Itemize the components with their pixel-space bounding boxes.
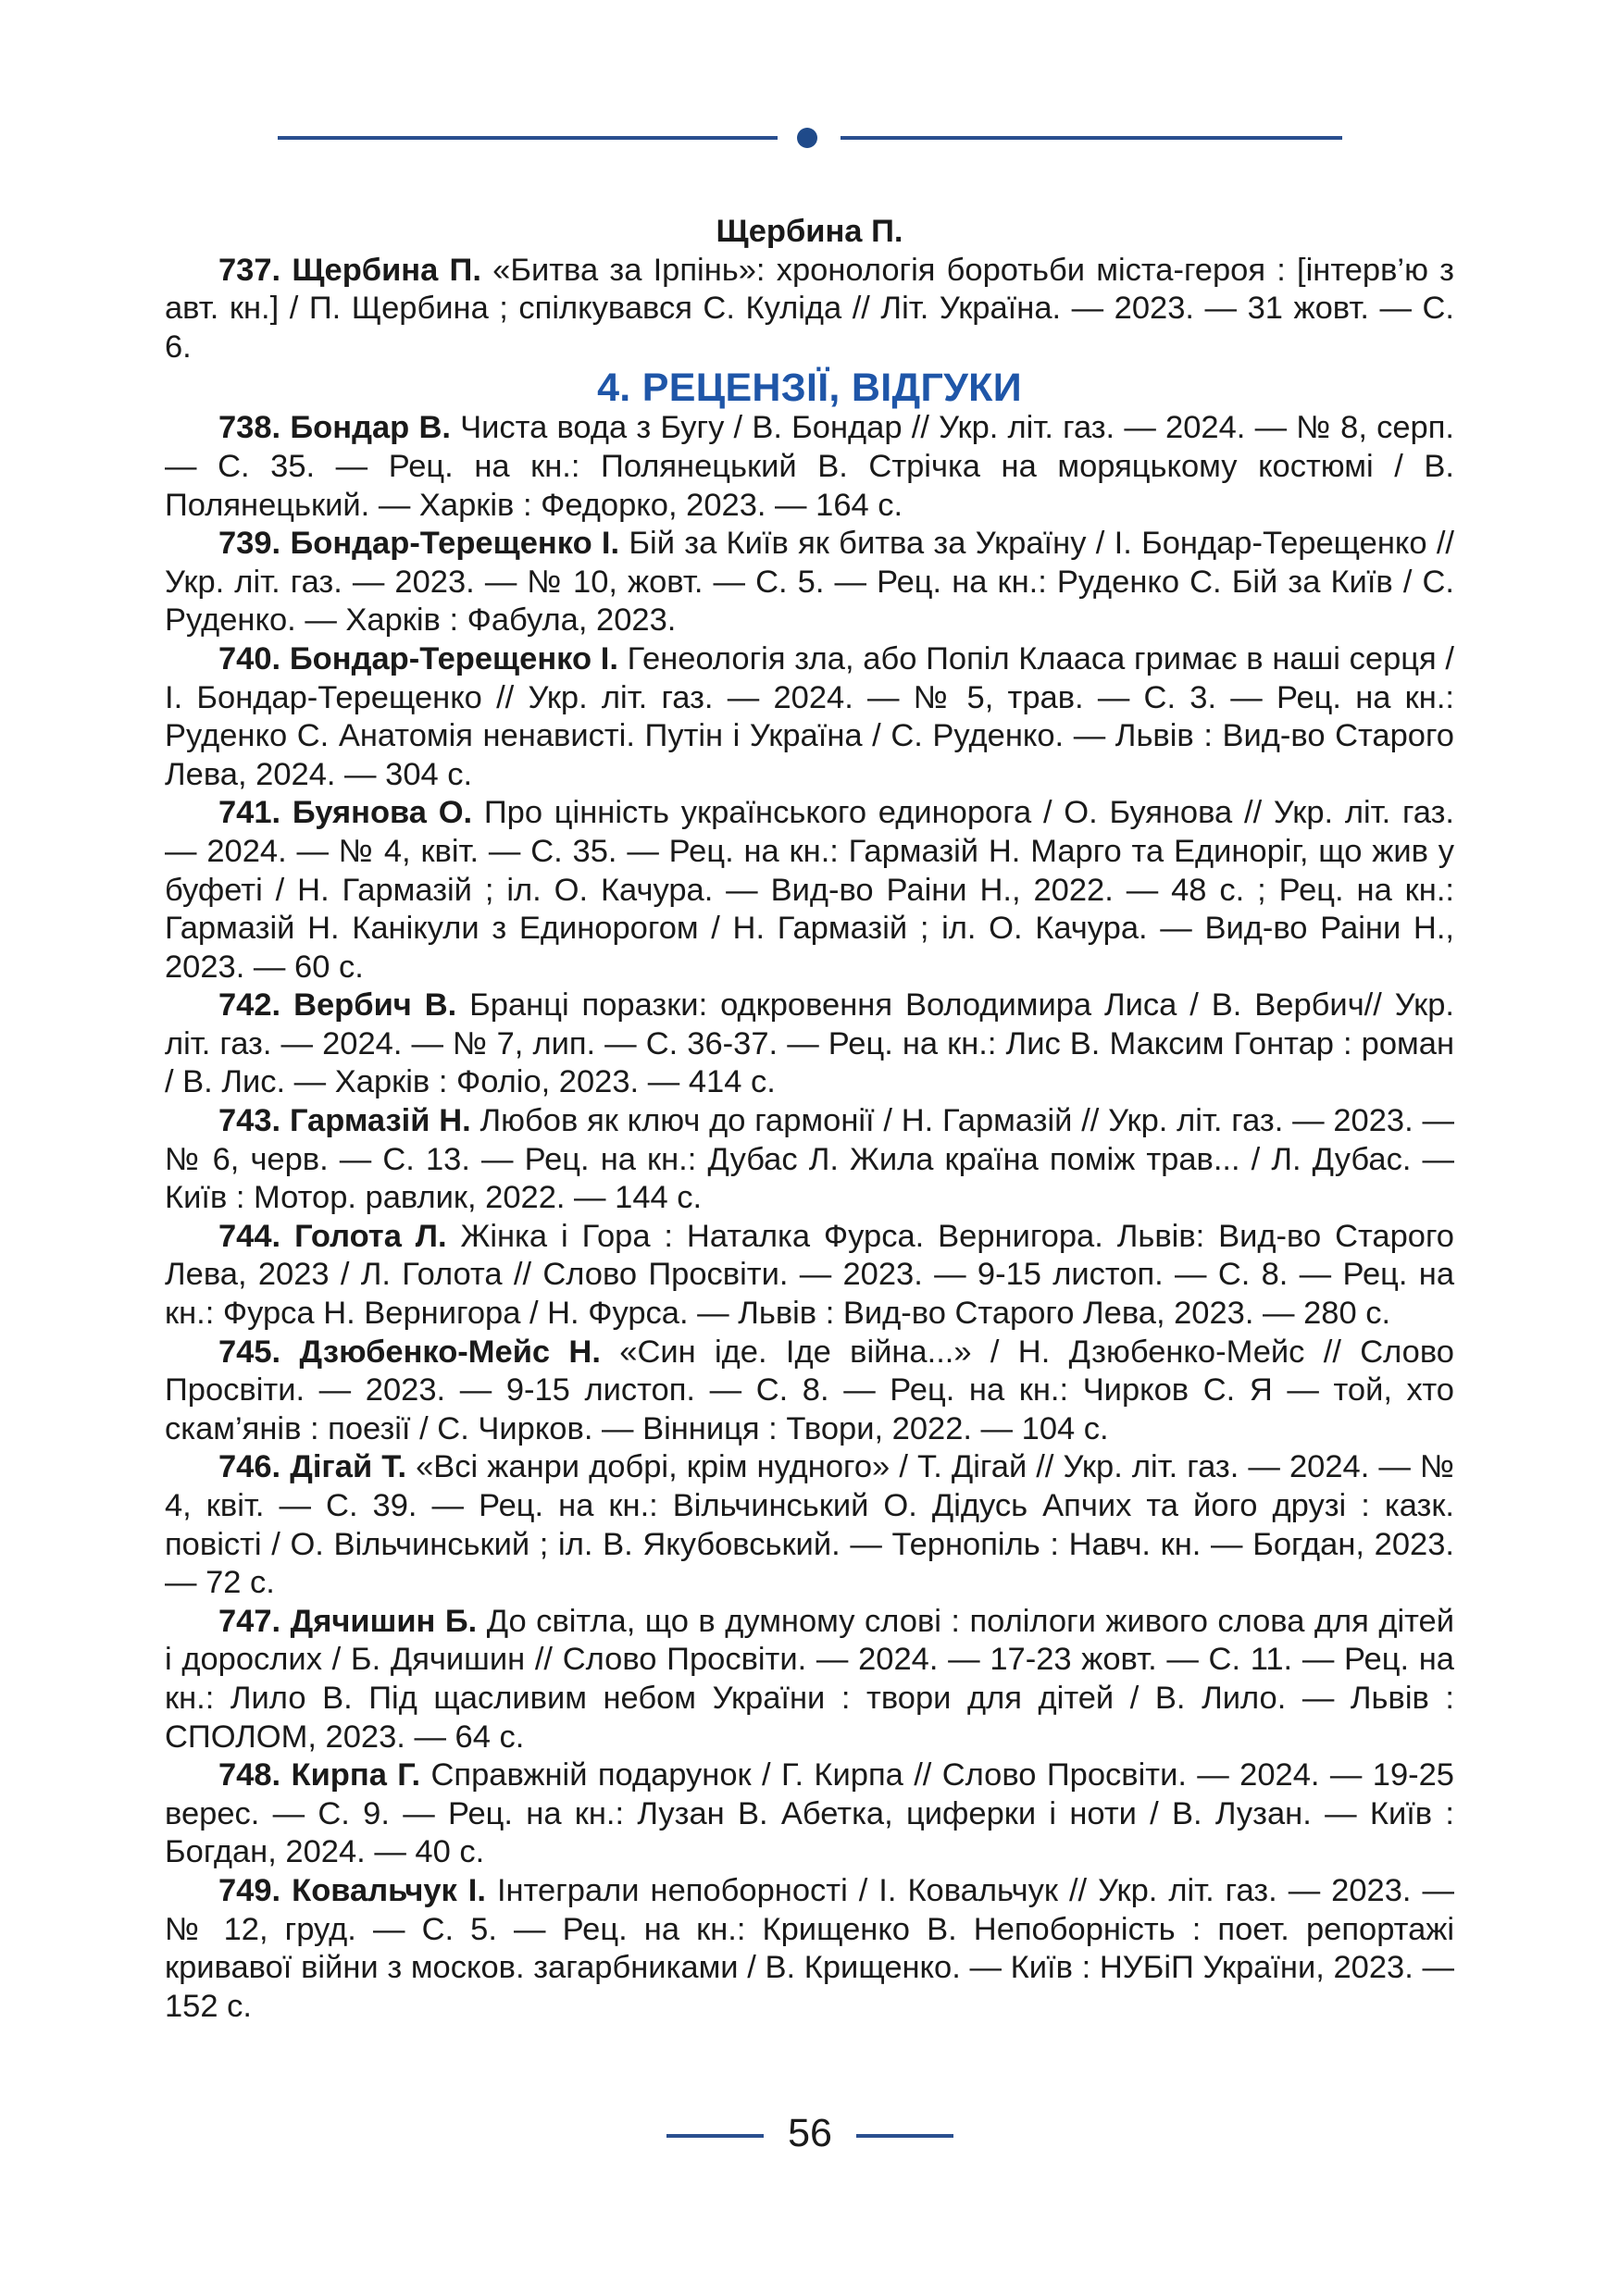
bibliography-entry (165, 640, 1454, 794)
entry-number: 738. (218, 410, 281, 446)
author-heading: Щербина П. (716, 214, 903, 249)
ornament-dot (797, 128, 817, 148)
entry-text: «Битва за Ірпінь»: хронологія боротьби міста-героя : [інтерв’ю з авт. кн.] / П. Щербина ; спілкувався С. Куліда // Літ. Україна. — 2023. — 31 жовт. — С. 6. (165, 252, 1454, 365)
ornament-line-left (278, 136, 778, 140)
entry-author: Дзюбенко-Мейс Н. (299, 1334, 601, 1370)
entry-number: 741. (218, 795, 281, 831)
entry-text: Жінка і Гора : Наталка Фурса. Вернигора. Львів: Вид-во Старого Лева, 2023 / Л. Голота // Слово Просвіти. — 2023. — 9-15 листоп. — С. 8. — Рец. на кн.: Фурса Н. Вернигора / Н. Фурса. — Львів : Вид-во Старого Лева, 2023. — 280 с. (165, 1218, 1454, 1332)
footer-line-right (856, 2134, 953, 2138)
page-content (165, 213, 1454, 2026)
entry-author: Гармазій Н. (289, 1103, 471, 1139)
entry-author: Голота Л. (294, 1218, 447, 1254)
page-number: 56 (788, 2111, 832, 2155)
entry-author: Щербина П. (292, 252, 481, 288)
entry-text: Справжній подарунок / Г. Кирпа // Слово Просвіти. — 2024. — 19-25 верес. — С. 9. — Рец. на кн.: Лузан В. Абетка, циферки і ноти / В. Лузан. — Київ : Богдан, 2024. — 40 с. (165, 1757, 1454, 1870)
page-footer (666, 2110, 953, 2156)
entry-author: Вербич В. (293, 987, 457, 1024)
bibliography-entry (165, 1872, 1454, 2026)
entry-number: 746. (218, 1449, 281, 1485)
entry-number: 748. (218, 1757, 281, 1793)
bibliography-entry (165, 794, 1454, 987)
bibliography-entry (165, 525, 1454, 640)
entry-text: Бій за Київ як битва за Україну / І. Бондар-Терещенко // Укр. літ. газ. — 2023. — № 10, жовт. — С. 5. — Рец. на кн.: Руденко С. Бій за Київ / С. Руденко. — Харків : Фабула, 2023. (165, 526, 1455, 639)
bibliography-entry (165, 1448, 1454, 1602)
bibliography-entry (165, 1218, 1454, 1334)
ornament-line-right (841, 136, 1342, 140)
entry-number: 742. (218, 987, 281, 1024)
entry-text: «Всі жанри добрі, крім нудного» / Т. Дігай // Укр. літ. газ. — 2024. — № 4, квіт. — С. 39. — Рец. на кн.: Вільчинський О. Дідусь Апчих та його друзі : казк. повісті / О. Вільчинський ; іл. В. Якубовський. — Тернопіль : Навч. кн. — Богдан, 2023. — 72 с. (165, 1449, 1454, 1601)
entry-number: 745. (218, 1334, 281, 1370)
entry-text: Любов як ключ до гармонії / Н. Гармазій // Укр. літ. газ. — 2023. — № 6, черв. — С. 13. — Рец. на кн.: Дубас Л. Жила країна поміж трав... / Л. Дубас. — Київ : Мотор. равлик, 2022. — 144 с. (165, 1103, 1454, 1216)
entry-number: 739. (218, 526, 281, 562)
bibliography-entry (165, 1334, 1454, 1449)
entry-number: 747. (218, 1603, 281, 1639)
entry-number: 743. (218, 1103, 281, 1139)
entry-text: До світла, що в думному слові : полілоги живого слова для дітей і дорослих / Б. Дячишин // Слово Просвіти. — 2024. — 17-23 жовт. — С. 11. — Рец. на кн.: Лило В. Під щасливим небом України : твори для дітей / В. Лило. — Львів : СПОЛОМ, 2023. — 64 с. (165, 1603, 1454, 1755)
entry-author: Буянова О. (292, 795, 473, 831)
entry-author: Ковальчук І. (292, 1872, 486, 1908)
entry-text: Чиста вода з Бугу / В. Бондар // Укр. літ. газ. — 2024. — № 8, серп. — С. 35. — Рец. на кн.: Полянецький В. Стрічка на моряцькому костюмі / В. Полянецький. — Харків : Федорко, 2023. — 164 с. (165, 410, 1454, 523)
bibliography-entry (165, 252, 1454, 367)
bibliography-entry (165, 1756, 1454, 1872)
entry-author: Бондар-Терещенко І. (289, 640, 618, 676)
bibliography-entry (165, 1603, 1454, 1756)
entry-number: 744. (218, 1218, 281, 1254)
entry-number: 740. (218, 640, 281, 676)
entry-author: Дячишин Б. (290, 1603, 478, 1639)
entry-text: Про цінність українського единорога / О. Буянова // Укр. літ. газ. — 2024. — № 4, квіт. — С. 35. — Рец. на кн.: Гармазій Н. Марго та Единоріг, що жив у буфеті / Н. Гармазій ; іл. О. Качура. — Вид-во Раіни Н., 2022. — 48 с. ; Рец. на кн.: Гармазій Н. Канікули з Единорогом / Н. Гармазій ; іл. О. Качура. — Вид-во Раіни Н., 2023. — 60 с. (165, 795, 1454, 985)
entry-author: Кирпа Г. (291, 1757, 421, 1793)
entry-text: «Син іде. Іде війна...» / Н. Дзюбенко-Мейс // Слово Просвіти. — 2023. — 9-15 листоп. — С. 8. — Рец. на кн.: Чирков С. Я — той, хто скам’янів : поезії / С. Чирков. — Вінниця : Твори, 2022. — 104 с. (165, 1334, 1454, 1446)
entry-author: Дігай Т. (290, 1449, 407, 1485)
entry-author: Бондар-Терещенко І. (290, 526, 620, 562)
top-ornament (278, 128, 1342, 148)
entry-text: Генеологія зла, або Попіл Клааса гримає в наші серця / І. Бондар-Терещенко // Укр. літ. газ. — 2024. — № 5, трав. — С. 3. — Рец. на кн.: Руденко С. Анатомія ненависті. Путін і Україна / С. Руденко. — Львів : Вид-во Старого Лева, 2024. — 304 с. (165, 640, 1454, 792)
entry-text: Інтеграли непоборності / І. Ковальчук // Укр. літ. газ. — 2023. — № 12, груд. — С. 5. — Рец. на кн.: Крищенко В. Непоборність : поет. репортажі кривавої війни з москов. загарбниками / В. Крищенко. — Київ : НУБіП України, 2023. — 152 с. (165, 1872, 1455, 2024)
entry-number: 749. (218, 1872, 281, 1908)
bibliography-entry (165, 409, 1454, 525)
bibliography-entry (165, 987, 1454, 1102)
entry-text: Бранці поразки: одкровення Володимира Лиса / В. Вербич// Укр. літ. газ. — 2024. — № 7, лип. — С. 36-37. — Рец. на кн.: Лис В. Максим Гонтар : роман / В. Лис. — Харків : Фоліо, 2023. — 414 с. (165, 987, 1454, 1100)
bibliography-entry (165, 1102, 1454, 1218)
entry-number: 737. (218, 252, 281, 288)
entry-author: Бондар В. (290, 410, 451, 446)
section-heading: 4. РЕЦЕНЗІЇ, ВІДГУКИ (597, 366, 1022, 411)
footer-line-left (666, 2134, 764, 2138)
